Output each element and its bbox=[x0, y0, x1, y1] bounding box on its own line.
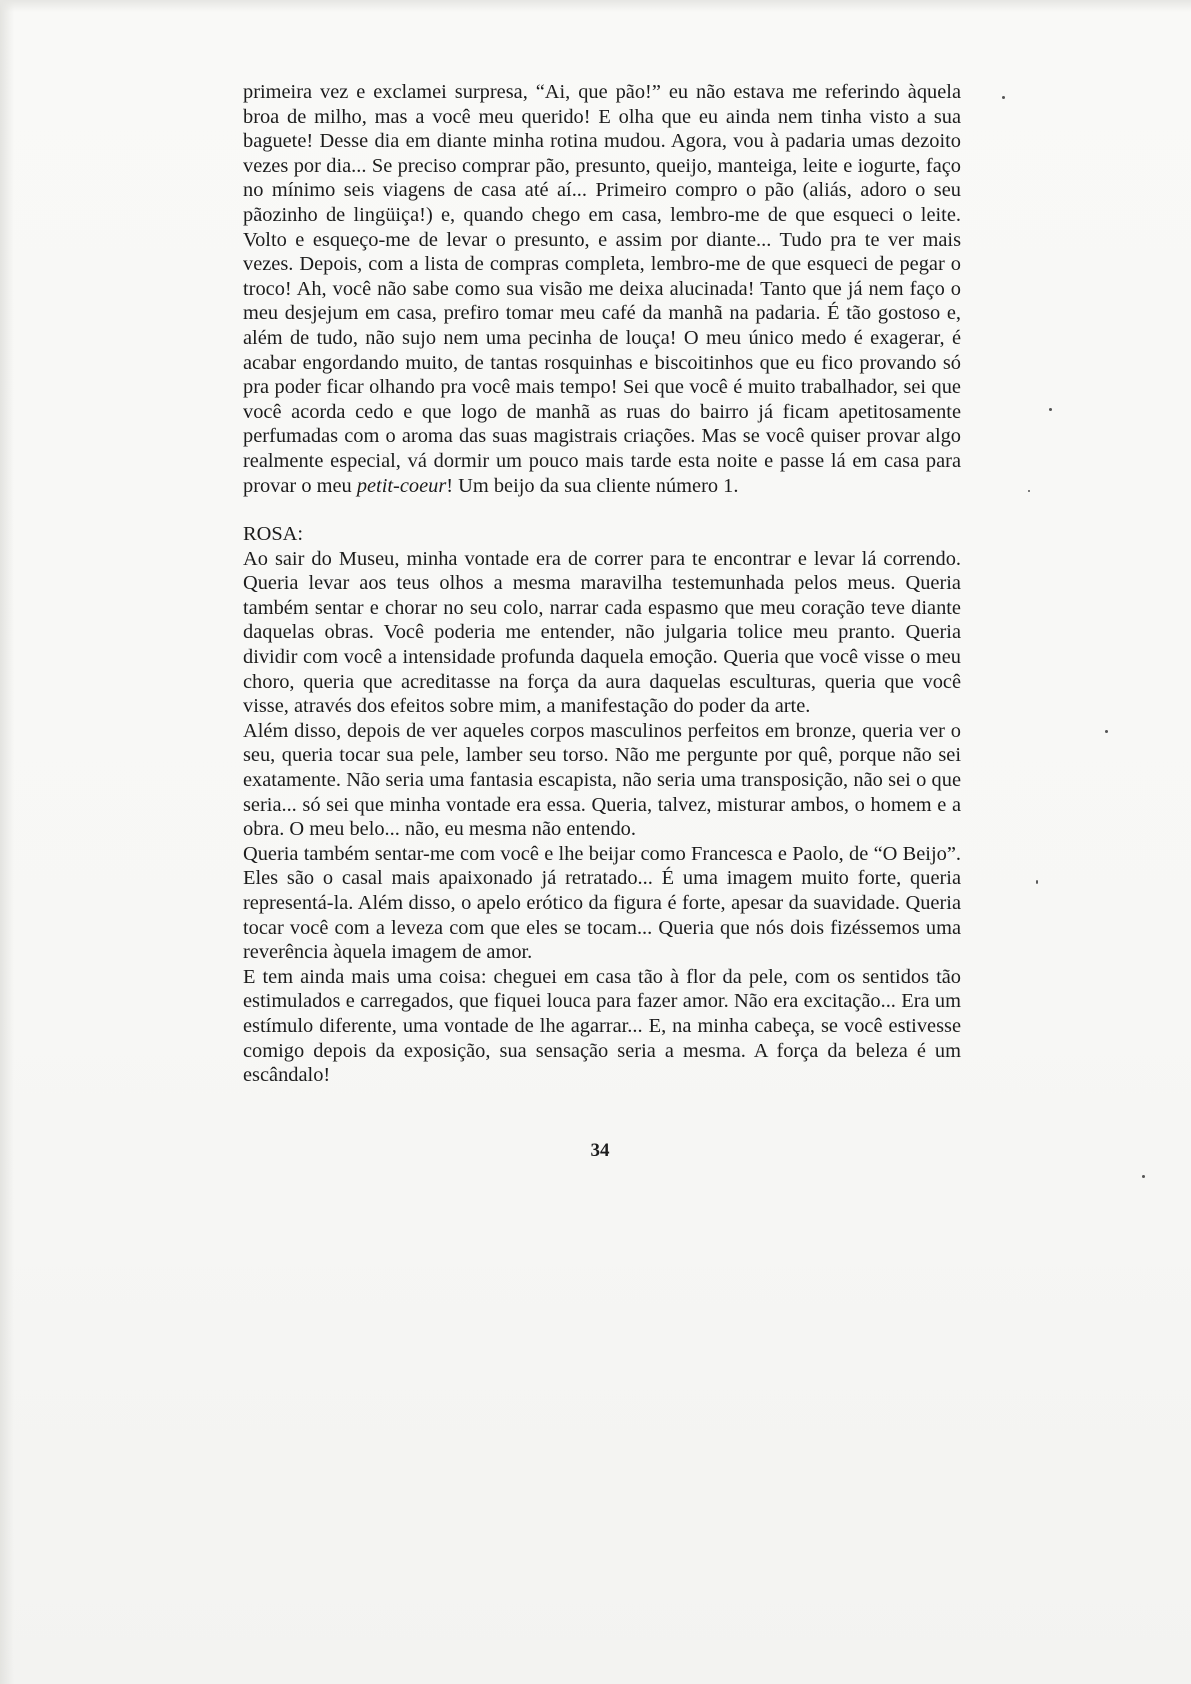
paragraph-gap bbox=[243, 498, 961, 522]
scan-speck bbox=[1049, 408, 1052, 411]
scan-speck bbox=[1036, 880, 1038, 884]
rosa-paragraph: Ao sair do Museu, minha vontade era de correr para te encontrar e levar lá correndo. Queria levar aos teus olhos a mesma maravilha testemunhada pelos meus. Queria também sentar e chorar no seu colo, narrar cada espasmo que meu coração teve diante daquelas obras. Você poderia me entender, não julgaria tolice meu pranto. Queria dividir com você a intensidade profunda daquela emoção. Queria que você visse o meu choro, queria que acreditasse na força da aura daquelas esculturas, queria que você visse, através dos efeitos sobre mim, a manifestação do poder da arte. bbox=[243, 547, 961, 718]
italic-term: petit-coeur bbox=[356, 474, 447, 497]
scan-speck bbox=[1105, 730, 1108, 733]
scan-speck bbox=[1028, 490, 1030, 492]
scan-speck bbox=[1142, 1175, 1145, 1178]
rosa-paragraph: E tem ainda mais uma coisa: cheguei em casa tão à flor da pele, com os sentidos tão estimulados e carregados, que fiquei louca para fazer amor. Não era excitação... Era um estímulo diferente, uma vontade de lhe agarrar... E, na minha cabeça, se você estivesse comigo depois da exposição, sua sensação seria a mesma. A força da beleza é um escândalo! bbox=[243, 965, 961, 1087]
text-run: primeira vez e exclamei surpresa, “Ai, que pão!” eu não estava me referindo àquela broa de milho, mas a você meu querido! E olha que eu ainda nem tinha visto a sua baguete! Desse dia em diante minha rotina mudou. Agora, vou à padaria umas dezoito vezes por dia... Se preciso comprar pão, presunto, queijo, manteiga, leite e iogurte, faço no mínimo seis viagens de casa até aí... Primeiro compro o pão (aliás, adoro o seu pãozinho de lingüiça!) e, quando chego em casa, lembro-me de que esqueci o leite. Volto e esqueço-me de levar o presunto, e assim por diante... Tudo pra te ver mais vezes. Depois, com a lista de compras completa, lembro-me de que esqueci de pegar o troco! Ah, você não sabe como sua visão me deixa alucinada! Tanto que já nem faço o meu desjejum em casa, prefiro tomar meu café da manhã na padaria. É tão gostoso e, além de tudo, não sujo nem uma pecinha de louça! O meu único medo é exagerar, é acabar engordando muito, de tantas rosquinhas e biscoitinhos que eu fico provando só pra poder ficar olhando pra você mais tempo! Sei que você é muito trabalhador, sei que você acorda cedo e que logo de manhã as ruas do bairro já ficam apetitosamente perfumadas com o aroma das suas magistrais criações. Mas se você quiser provar algo realmente especial, vá dormir um pouco mais tarde esta noite e passe lá em casa para provar o meu bbox=[243, 81, 961, 497]
page-number: 34 bbox=[590, 1140, 610, 1161]
text-run: ! Um beijo da sua cliente número 1. bbox=[446, 474, 739, 497]
scan-speck bbox=[1002, 96, 1005, 99]
rosa-paragraph: Queria também sentar-me com você e lhe beijar como Francesca e Paolo, de “O Beijo”. Eles são o casal mais apaixonado já retratado... É uma imagem muito forte, queria representá-la. Além disso, o apelo erótico da figura é forte, apesar da suavidade. Queria tocar você com a leveza com que eles se tocam... Queria que nós dois fizéssemos uma reverência àquela imagem de amor. bbox=[243, 842, 961, 964]
letter-paragraph bbox=[243, 80, 961, 498]
scan-top-shadow bbox=[0, 0, 1191, 12]
section-heading: ROSA: bbox=[243, 523, 304, 546]
scan-edge-shadow bbox=[0, 0, 14, 1684]
rosa-paragraph: Além disso, depois de ver aqueles corpos masculinos perfeitos em bronze, queria ver o seu, queria tocar sua pele, lamber seu torso. Não me pergunte por quê, porque não sei exatamente. Não seria uma fantasia escapista, não seria uma transposição, não sei o que seria... só sei que minha vontade era essa. Queria, talvez, misturar ambos, o homem e a obra. O meu belo... não, eu mesma não entendo. bbox=[243, 719, 961, 841]
body-text bbox=[243, 80, 961, 1088]
